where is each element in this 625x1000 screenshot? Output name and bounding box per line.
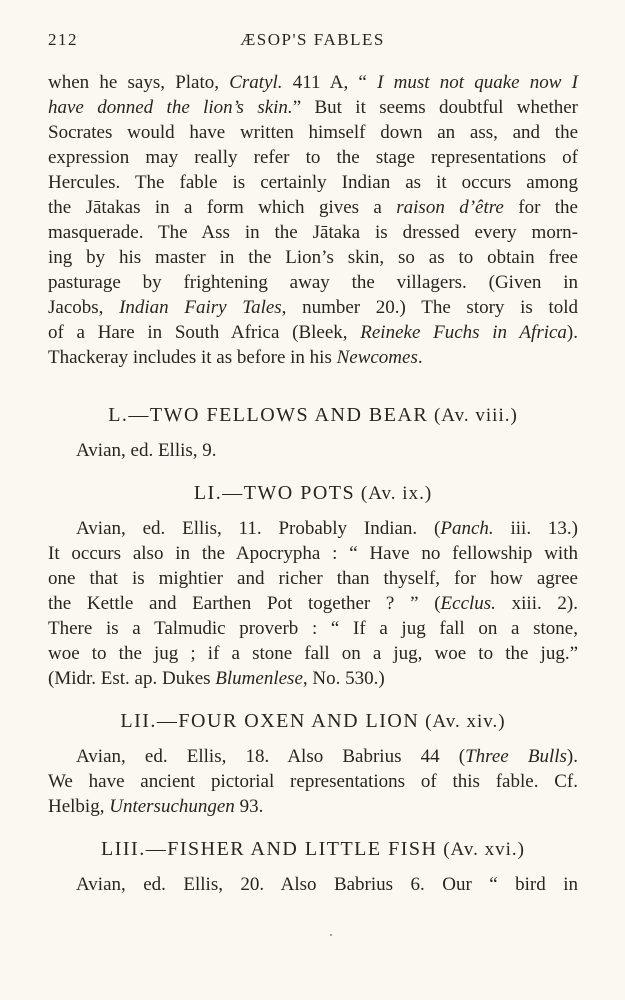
text-line: Avian, ed. Ellis, 18. Also Babrius 44 (Three Bulls). [76, 746, 578, 767]
text-line: have donned the lion’s skin.” But it seems doubtful whether [48, 97, 578, 118]
text-line: ing by his master in the Lion’s skin, so as to obtain free [48, 247, 578, 268]
heading-reference: (Av. ix.) [355, 483, 433, 504]
section-heading [48, 400, 578, 430]
text-line: the Kettle and Earthen Pot together ? ” (Ecclus. xiii. 2). [48, 593, 578, 614]
text-line: expression may really refer to the stage representations of [48, 147, 578, 168]
heading-title: LI.—TWO POTS [193, 482, 356, 504]
heading-reference: (Av. xvi.) [437, 839, 525, 860]
italic-text: Blumenlese [215, 668, 303, 689]
print-speck [330, 934, 332, 936]
italic-text: Panch. [440, 518, 494, 539]
section-heading [48, 706, 578, 736]
heading-reference: (Av. xiv.) [419, 711, 506, 732]
heading-reference: (Av. viii.) [428, 405, 518, 426]
italic-text: Indian Fairy Tales [119, 297, 282, 318]
text-line: Avian, ed. Ellis, 20. Also Babrius 6. Our “ bird in [76, 874, 578, 895]
text-line: woe to the jug ; if a stone fall on a jug, woe to the jug.” [48, 643, 578, 664]
text-line: There is a Talmudic proverb : “ If a jug fall on a stone, [48, 618, 578, 639]
text-line: when he says, Plato, Cratyl. 411 A, “ I must not quake now I [48, 72, 578, 93]
text-line: Jacobs, Indian Fairy Tales, number 20.) The story is told [48, 297, 578, 318]
page-number: 212 [48, 30, 78, 49]
body-text [48, 70, 578, 897]
italic-text: I must not quake now I [377, 72, 578, 93]
text-line: Socrates would have written himself down an ass, and the [48, 122, 578, 143]
text-line: Helbig, Untersuchungen 93. [48, 796, 264, 817]
section-heading [48, 834, 578, 864]
text-line: one that is mightier and richer than thyself, for how agree [48, 568, 578, 589]
heading-title: LII.—FOUR OXEN AND LION [120, 710, 420, 732]
text-line: It occurs also in the Apocrypha : “ Have no fellowship with [48, 543, 578, 564]
text-line: the Jātakas in a form which gives a raison d’être for the [48, 197, 578, 218]
text-line: Hercules. The fable is certainly Indian as it occurs among [48, 172, 578, 193]
italic-text: Reineke Fuchs in Africa [360, 322, 567, 343]
text-line: We have ancient pictorial representations of this fable. Cf. [48, 771, 578, 792]
italic-text: Untersuchungen [109, 796, 235, 817]
section-heading [48, 478, 578, 508]
text-line: of a Hare in South Africa (Bleek, Reineke Fuchs in Africa). [48, 322, 578, 343]
text-line: Thackeray includes it as before in his Newcomes. [48, 347, 423, 368]
running-title: ÆSOP'S FABLES [240, 30, 385, 49]
italic-text: Cratyl. [229, 72, 283, 93]
text-line: masquerade. The Ass in the Jātaka is dressed every morn- [48, 222, 578, 243]
text-line: pasturage by frightening away the villagers. (Given in [48, 272, 578, 293]
text-line: Avian, ed. Ellis, 9. [76, 440, 217, 461]
italic-text: Newcomes [336, 347, 418, 368]
heading-title: L.—TWO FELLOWS AND BEAR [108, 404, 429, 426]
text-line: Avian, ed. Ellis, 11. Probably Indian. (Panch. iii. 13.) [76, 518, 578, 539]
italic-text: Three Bulls [465, 746, 567, 767]
text-line: (Midr. Est. ap. Dukes Blumenlese, No. 530.) [48, 668, 385, 689]
italic-text: Ecclus. [440, 593, 496, 614]
italic-text: raison d’être [396, 197, 504, 218]
running-head [48, 30, 577, 58]
heading-title: LIII.—FISHER AND LITTLE FISH [101, 838, 438, 860]
italic-text: have donned the lion’s skin. [48, 97, 293, 118]
